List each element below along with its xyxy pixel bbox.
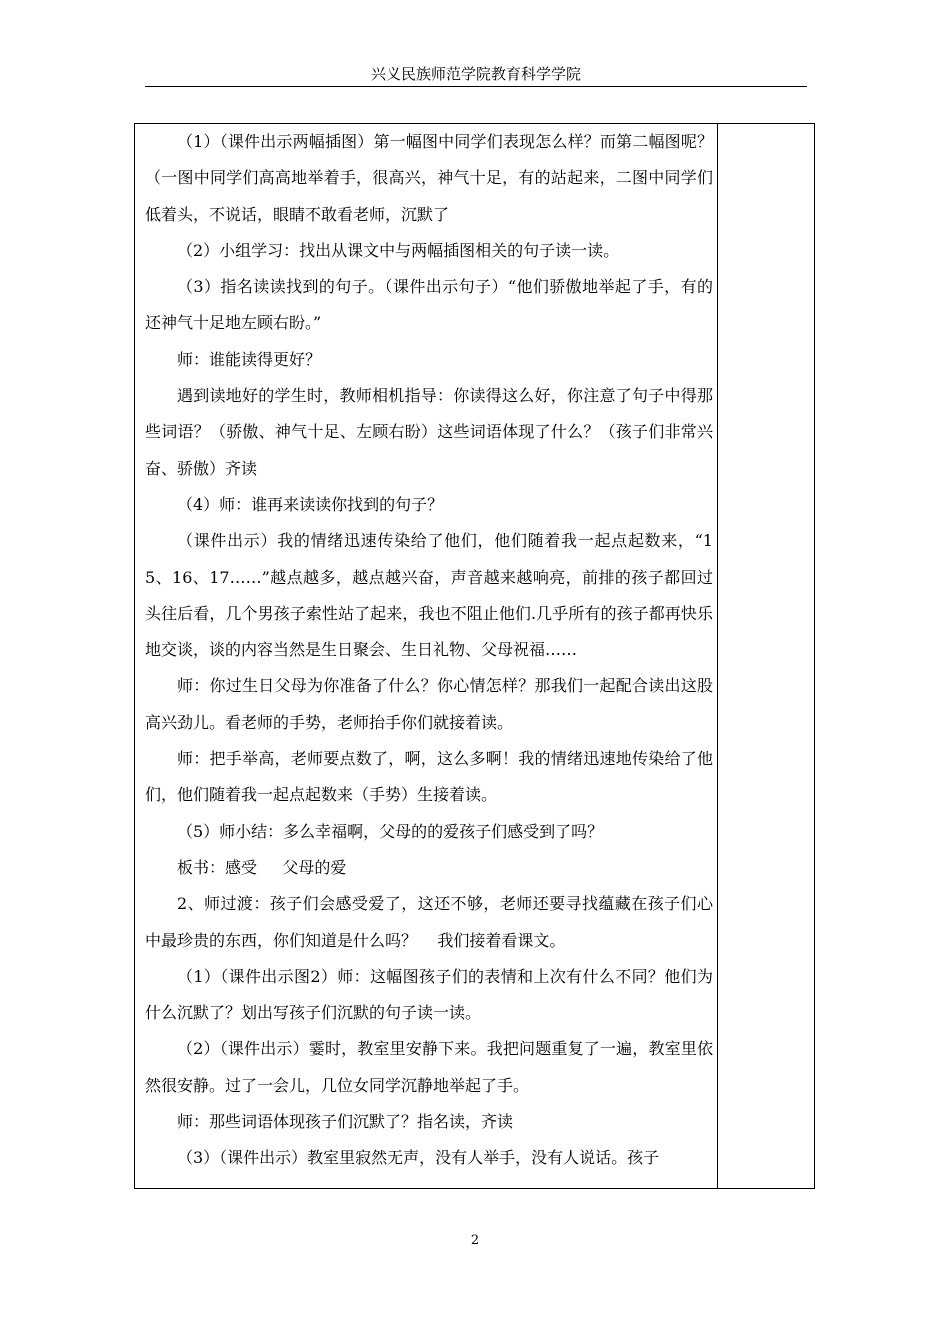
- paragraph: 板书：感受 父母的爱: [177, 857, 347, 877]
- paragraph: （1）（课件出示两幅插图）第一幅图中同学们表现怎么样？而第二幅图呢？（一图中同学们高高地举着手，很高兴，神气十足，有的站起来，二图中同学们低着头，不说话，眼睛不敢看老师，沉默了: [145, 132, 713, 224]
- paragraph: 师：那些词语体现孩子们沉默了？指名读，齐读: [177, 1112, 514, 1132]
- paragraph: （5）师小结：多么幸福啊，父母的的爱孩子们感受到了吗？: [177, 821, 604, 841]
- lesson-content-cell: [145, 124, 713, 1177]
- page-number: 2: [470, 1233, 480, 1248]
- table-column-divider: [717, 123, 718, 1189]
- paragraph: 师：把手举高，老师要点数了，啊，这么多啊！我的情绪迅速地传染给了他们，他们随着我一起点起数来（手势）生接着读。: [145, 749, 713, 805]
- paragraph: 师：谁能读得更好？: [177, 349, 322, 369]
- paragraph: 2、师过渡：孩子们会感受爱了，这还不够，老师还要寻找蕴藏在孩子们心中最珍贵的东西，你们知道是什么吗？ 我们接着看课文。: [145, 894, 713, 950]
- paragraph: （4）师：谁再来读读你找到的句子？: [177, 494, 444, 514]
- paragraph: （3）指名读读找到的句子。（课件出示句子）“他们骄傲地举起了手，有的还神气十足地左顾右盼。”: [145, 277, 713, 333]
- paragraph: （2）小组学习：找出从课文中与两幅插图相关的句子读一读。: [177, 240, 620, 260]
- paragraph: （1）（课件出示图2）师：这幅图孩子们的表情和上次有什么不同？他们为什么沉默了？划出写孩子们沉默的句子读一读。: [145, 966, 713, 1023]
- paragraph: （课件出示）我的情绪迅速传染给了他们，他们随着我一起点起数来，“15、16、17……”越点越多，越点越兴奋，声音越来越响亮，前排的孩子都回过头往后看，几个男孩子索性站了起来，我也不阻止他们.几乎所有的孩子都再快乐地交谈，谈的内容当然是生日聚会、生日礼物、父母祝福……: [145, 531, 713, 660]
- paragraph: 遇到读地好的学生时，教师相机指导：你读得这么好，你注意了句子中得那些词语？（骄傲、神气十足、左顾右盼）这些词语体现了什么？（孩子们非常兴奋、骄傲）齐读: [145, 386, 713, 478]
- paragraph: （2）（课件出示）霎时，教室里安静下来。我把问题重复了一遍，教室里依然很安静。过了一会儿，几位女同学沉静地举起了手。: [145, 1039, 713, 1095]
- page-header: 兴义民族师范学院教育科学学院: [145, 62, 807, 87]
- paragraph: 师：你过生日父母为你准备了什么？你心情怎样？那我们一起配合读出这股高兴劲儿。看老师的手势，老师抬手你们就接着读。: [145, 676, 713, 732]
- paragraph: （3）（课件出示）教室里寂然无声，没有人举手，没有人说话。孩子: [177, 1148, 660, 1168]
